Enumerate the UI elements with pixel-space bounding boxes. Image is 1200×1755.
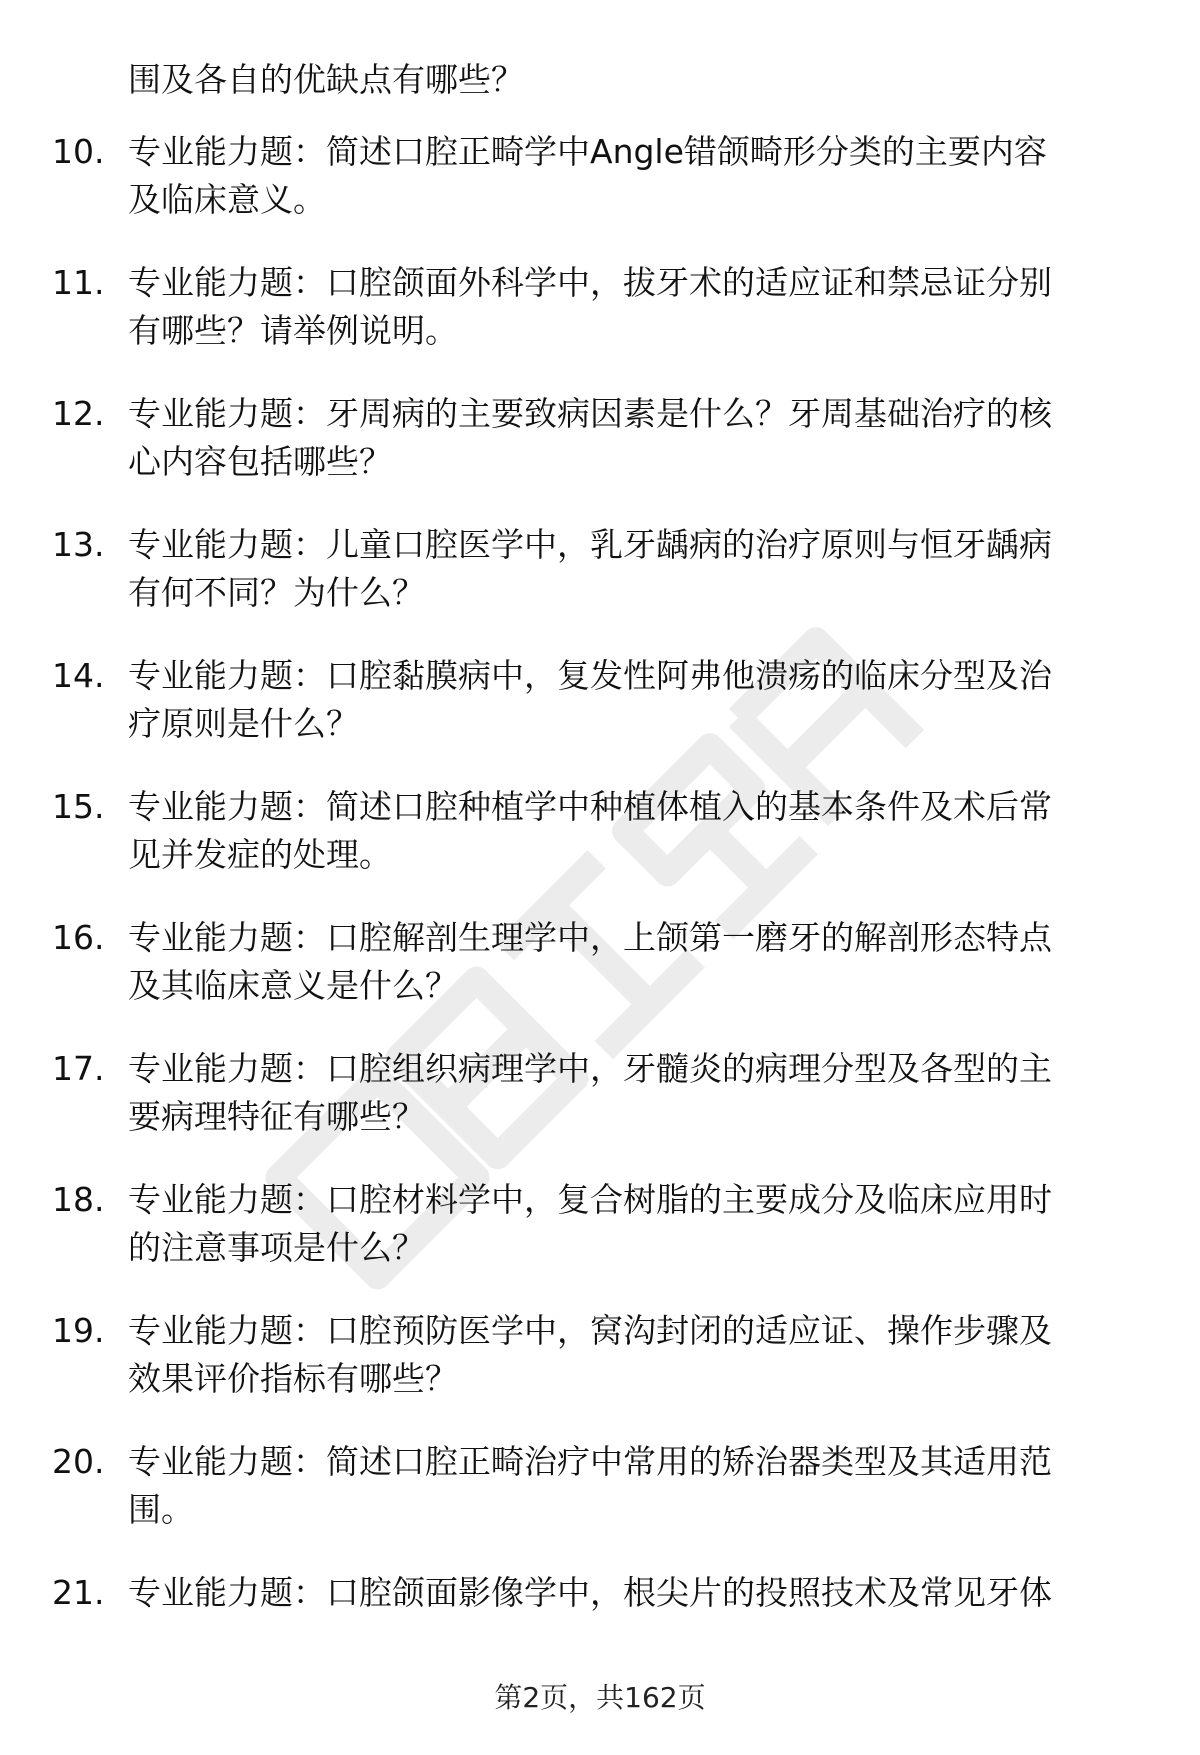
question-number: 15.: [52, 787, 105, 826]
question-number: 18.: [52, 1180, 105, 1219]
question-text: 专业能力题：简述口腔正畸治疗中常用的矫治器类型及其适用范 围。: [128, 1442, 1052, 1529]
question-text: 专业能力题：口腔解剖生理学中，上颌第一磨牙的解剖形态特点 及其临床意义是什么？: [128, 918, 1052, 1005]
question-text: 专业能力题：口腔预防医学中，窝沟封闭的适应证、操作步骤及 效果评价指标有哪些？: [128, 1311, 1052, 1398]
question-text: 专业能力题：口腔颌面外科学中，拔牙术的适应证和禁忌证分别 有哪些？请举例说明。: [128, 263, 1052, 350]
question-text: 专业能力题：简述口腔种植学中种植体植入的基本条件及术后常 见并发症的处理。: [128, 787, 1052, 874]
question-number: 21.: [52, 1573, 105, 1612]
question-text: 专业能力题：口腔颌面影像学中，根尖片的投照技术及常见牙体: [128, 1573, 1052, 1612]
question-text: 专业能力题：口腔材料学中，复合树脂的主要成分及临床应用时 的注意事项是什么？: [128, 1180, 1052, 1267]
question-text: 专业能力题：儿童口腔医学中，乳牙龋病的治疗原则与恒牙龋病 有何不同？为什么？: [128, 525, 1052, 612]
question-number: 13.: [52, 525, 105, 564]
question-text: 专业能力题：牙周病的主要致病因素是什么？牙周基础治疗的核 心内容包括哪些？: [128, 394, 1052, 481]
question-text: 围及各自的优缺点有哪些？: [128, 60, 524, 99]
question-number: 16.: [52, 918, 105, 957]
question-number: 11.: [52, 263, 105, 302]
page-number-footer: 第2页，共162页: [494, 1681, 706, 1714]
question-number: 17.: [52, 1049, 105, 1088]
question-number: 20.: [52, 1442, 105, 1481]
question-number: 10.: [52, 132, 105, 171]
question-number: 14.: [52, 656, 105, 695]
question-number: 19.: [52, 1311, 105, 1350]
question-text: 专业能力题：口腔组织病理学中，牙髓炎的病理分型及各型的主 要病理特征有哪些？: [128, 1049, 1052, 1136]
question-text: 专业能力题：口腔黏膜病中，复发性阿弗他溃疡的临床分型及治 疗原则是什么？: [128, 656, 1052, 743]
question-text: 专业能力题：简述口腔正畸学中Angle错颌畸形分类的主要内容 及临床意义。: [128, 132, 1047, 219]
question-number: 12.: [52, 394, 105, 433]
